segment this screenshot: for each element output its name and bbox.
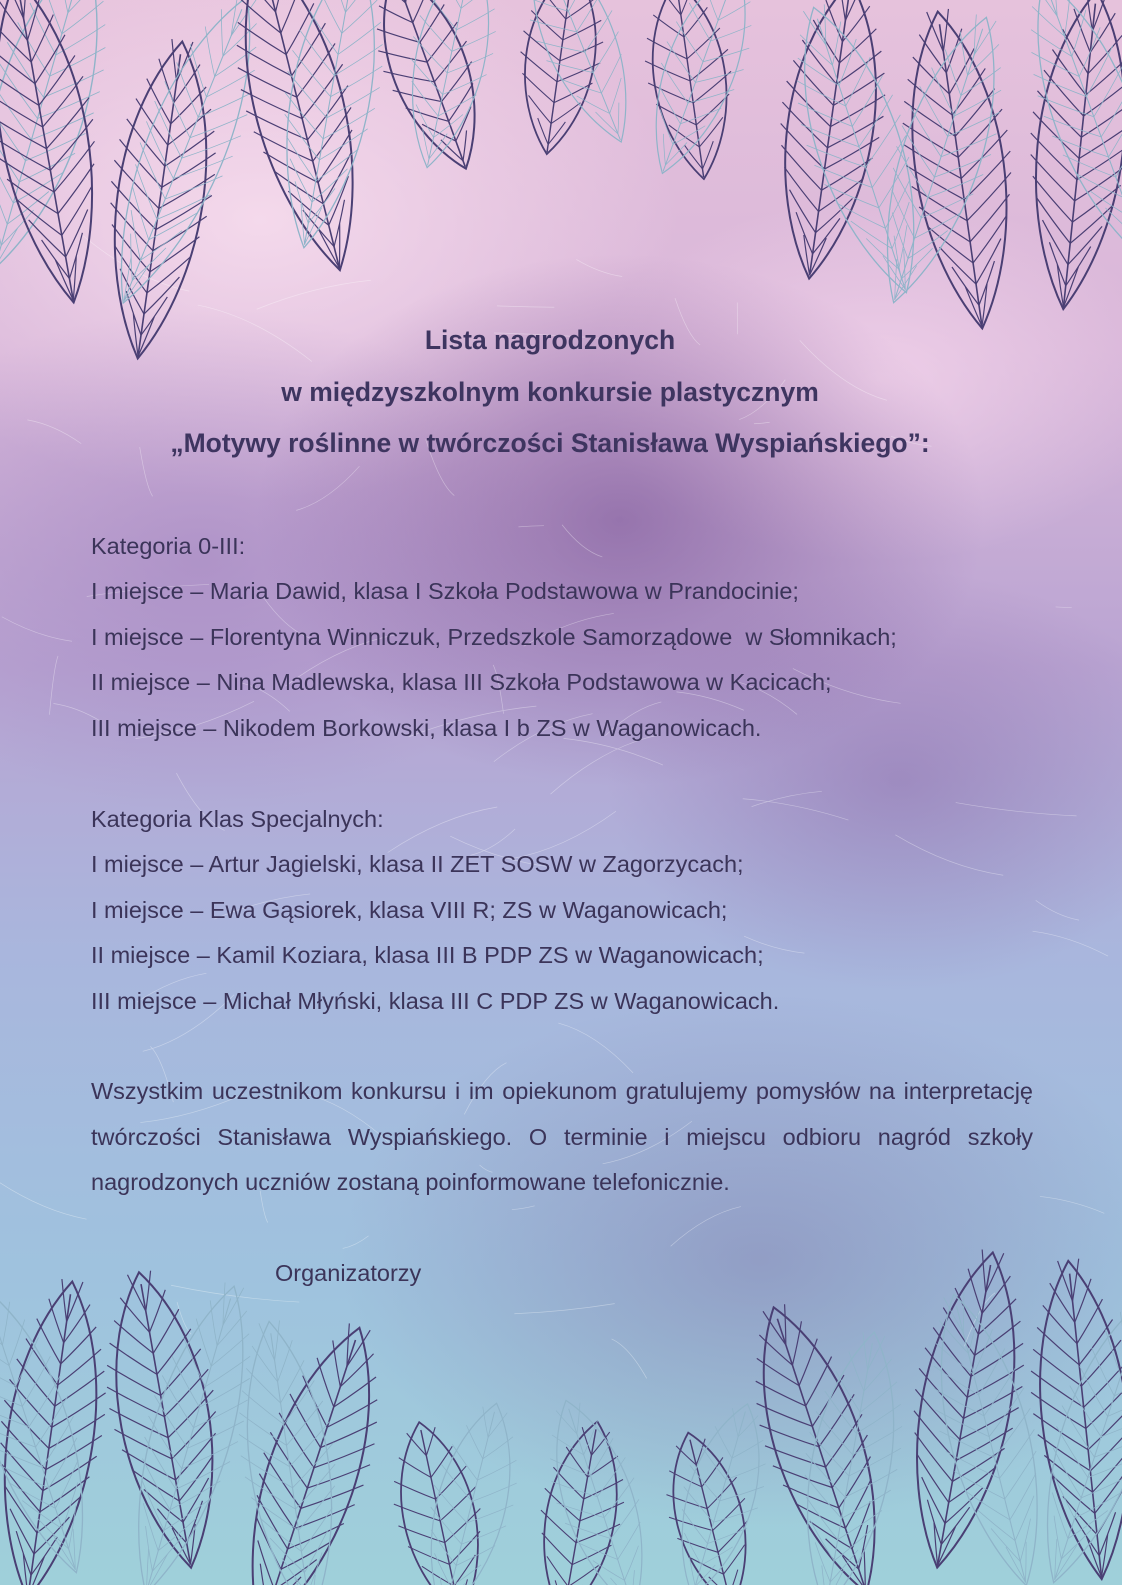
category-heading: Kategoria Klas Specjalnych: <box>91 806 384 832</box>
award-item: III miejsce – Michał Młyński, klasa III C PDP ZS w Waganowicach. <box>91 988 780 1014</box>
award-item: II miejsce – Kamil Koziara, klasa III B PDP ZS w Waganowicach; <box>91 942 764 968</box>
category-heading: Kategoria 0-III: <box>91 533 246 559</box>
title-line-1: Lista nagrodzonych <box>424 325 676 355</box>
closing-paragraph: Wszystkim uczestnikom konkursu i im opiekunom gratulujemy pomysłów na interpretację twórczości Stanisława Wyspiańskiego. O terminie i miejscu odbioru nagród szkoły nagrodzonych uczniów zostaną poinformowane telefonicznie. <box>91 1078 1033 1196</box>
award-item: I miejsce – Florentyna Winniczuk, Przedszkole Samorządowe w Słomnikach; <box>91 624 897 650</box>
award-item: I miejsce – Ewa Gąsiorek, klasa VIII R; ZS w Waganowicach; <box>91 897 728 923</box>
signature: Organizatorzy <box>275 1260 422 1286</box>
award-item: I miejsce – Maria Dawid, klasa I Szkoła Podstawowa w Prandocinie; <box>91 578 799 604</box>
award-item: III miejsce – Nikodem Borkowski, klasa I b ZS w Waganowicach. <box>91 715 762 741</box>
title-line-2: w międzyszkolnym konkursie plastycznym <box>281 377 819 407</box>
award-item: I miejsce – Artur Jagielski, klasa II ZET SOSW w Zagorzycach; <box>91 851 744 877</box>
title-line-3: „Motywy roślinne w twórczości Stanisława Wyspiańskiego”: <box>170 428 930 458</box>
award-item: II miejsce – Nina Madlewska, klasa III Szkoła Podstawowa w Kacicach; <box>91 669 832 695</box>
